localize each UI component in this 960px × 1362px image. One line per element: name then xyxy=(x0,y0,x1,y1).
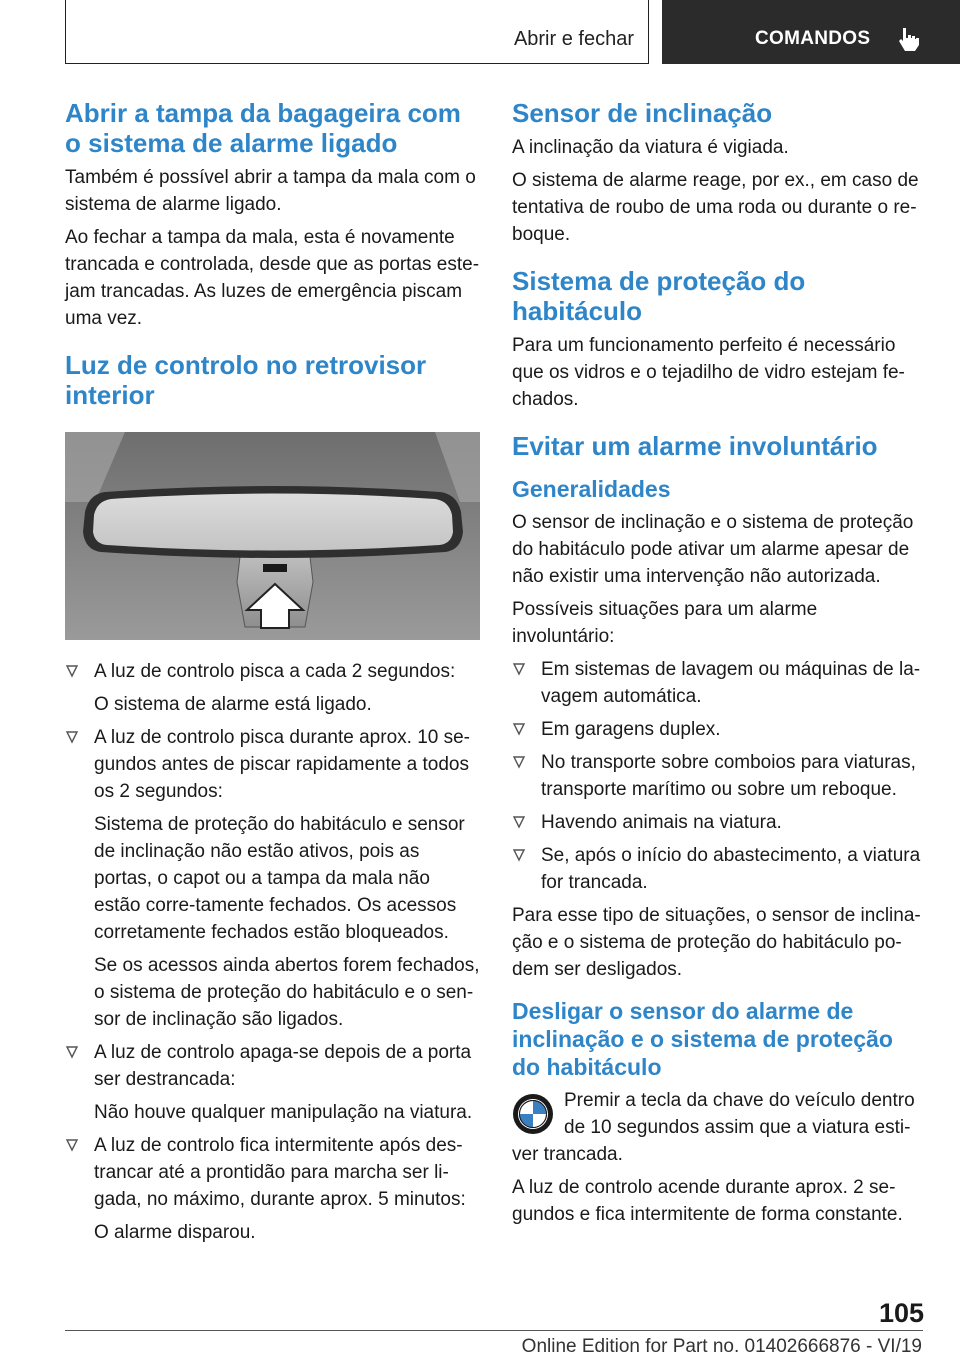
paragraph: Ao fechar a tampa da mala, esta é novamente trancada e controlada, desde que as portas este‐jam trancadas. As luzes de emergência piscam uma vez. xyxy=(65,227,480,329)
bullet-triangle-icon xyxy=(65,1138,79,1152)
right-column xyxy=(512,98,924,1234)
list-item: Se, após o início do abastecimento, a viatura for trancada. xyxy=(512,842,924,896)
header-section-title: Abrir e fechar xyxy=(513,28,634,50)
left-column xyxy=(65,98,480,1252)
heading-tilt-sensor: Sensor de inclinação xyxy=(512,98,773,128)
header-chapter-tab xyxy=(662,0,960,64)
bullet-triangle-icon xyxy=(512,755,526,769)
paragraph: A inclinação da viatura é vigiada. xyxy=(512,137,789,158)
list-item: Em sistemas de lavagem ou máquinas de la‐vagem automática. xyxy=(512,656,924,710)
list-item: A luz de controlo fica intermitente após des‐trancar até a prontidão para marcha ser li‐gada, no máximo, durante aprox. 5 minutos: O alarme disparou. xyxy=(65,1132,480,1246)
subheading-disable-sensors: Desligar o sensor do alarme de inclinação e o sistema de proteção do habitáculo xyxy=(512,998,893,1080)
heading-interior-protection: Sistema de proteção do habitáculo xyxy=(512,266,806,326)
header-left-rule xyxy=(65,0,66,64)
footer-edition: Online Edition for Part no. 01402666876 - VI/19 xyxy=(521,1336,922,1357)
bullet-triangle-icon xyxy=(512,815,526,829)
false-alarm-situations-list xyxy=(512,656,924,896)
indicator-list xyxy=(65,658,480,1246)
paragraph: Para esse tipo de situações, o sensor de inclina‐ção e o sistema de proteção do habitáculo po‐dem ser desligados. xyxy=(512,905,921,980)
paragraph: Possíveis situações para um alarme involuntário: xyxy=(512,599,818,647)
list-item: A luz de controlo pisca durante aprox. 10 se‐gundos antes de piscar rapidamente a todos os 2 segundos: Sistema de proteção do habitáculo e sensor de inclinação não estão ativos, pois as portas, o capot ou a tampa da mala não estão corre‐tamente fechados. Os acessos corretamente fechados estão bloqueados. Se os acessos ainda abertos forem fechados, o sistema de proteção do habitáculo e o sen‐sor de inclinação são ligados. xyxy=(65,724,480,1033)
hand-pointer-icon xyxy=(898,26,920,52)
list-item: No transporte sobre comboios para viaturas, transporte marítimo ou sobre um reboque. xyxy=(512,749,924,803)
subheading-general: Generalidades xyxy=(512,476,671,502)
heading-mirror-indicator: Luz de controlo no retrovisor interior xyxy=(65,350,427,410)
paragraph: O sistema de alarme reage, por ex., em caso de tentativa de roubo de uma roda ou durante o re‐boque. xyxy=(512,170,919,245)
paragraph: Também é possível abrir a tampa da mala com o sistema de alarme ligado. xyxy=(65,167,476,215)
header-separator xyxy=(648,0,649,64)
bmw-key-logo-icon xyxy=(512,1093,554,1135)
list-item: Havendo animais na viatura. xyxy=(512,809,924,836)
bullet-triangle-icon xyxy=(65,664,79,678)
header-bottom-rule xyxy=(65,63,649,64)
list-item: A luz de controlo pisca a cada 2 segundos: O sistema de alarme está ligado. xyxy=(65,658,480,718)
list-item: A luz de controlo apaga-se depois de a porta ser destrancada: Não houve qualquer manipulação na viatura. xyxy=(65,1039,480,1126)
bullet-triangle-icon xyxy=(512,722,526,736)
bullet-triangle-icon xyxy=(512,662,526,676)
paragraph: O sensor de inclinação e o sistema de proteção do habitáculo pode ativar um alarme apesar de não existir uma intervenção não autorizada. xyxy=(512,512,914,587)
footer-rule xyxy=(65,1330,923,1331)
paragraph: Para um funcionamento perfeito é necessário que os vidros e o tejadilho de vidro estejam fe‐chados. xyxy=(512,335,905,410)
bullet-triangle-icon xyxy=(512,848,526,862)
page-number: 105 xyxy=(878,1298,924,1328)
rearview-mirror-illustration xyxy=(65,432,480,640)
heading-avoid-false-alarm: Evitar um alarme involuntário xyxy=(512,431,878,461)
bullet-triangle-icon xyxy=(65,730,79,744)
heading-trunk-alarm: Abrir a tampa da bagageira com o sistema de alarme ligado xyxy=(65,98,461,158)
header-chapter-label: COMANDOS xyxy=(755,28,871,49)
key-button-instruction xyxy=(512,1087,924,1168)
paragraph: Premir a tecla da chave do veículo dentro de 10 segundos assim que a viatura esti‐ver trancada. xyxy=(512,1090,915,1165)
paragraph: A luz de controlo acende durante aprox. 2 se‐gundos e fica intermitente de forma constante. xyxy=(512,1177,903,1225)
list-item: Em garagens duplex. xyxy=(512,716,924,743)
bullet-triangle-icon xyxy=(65,1045,79,1059)
